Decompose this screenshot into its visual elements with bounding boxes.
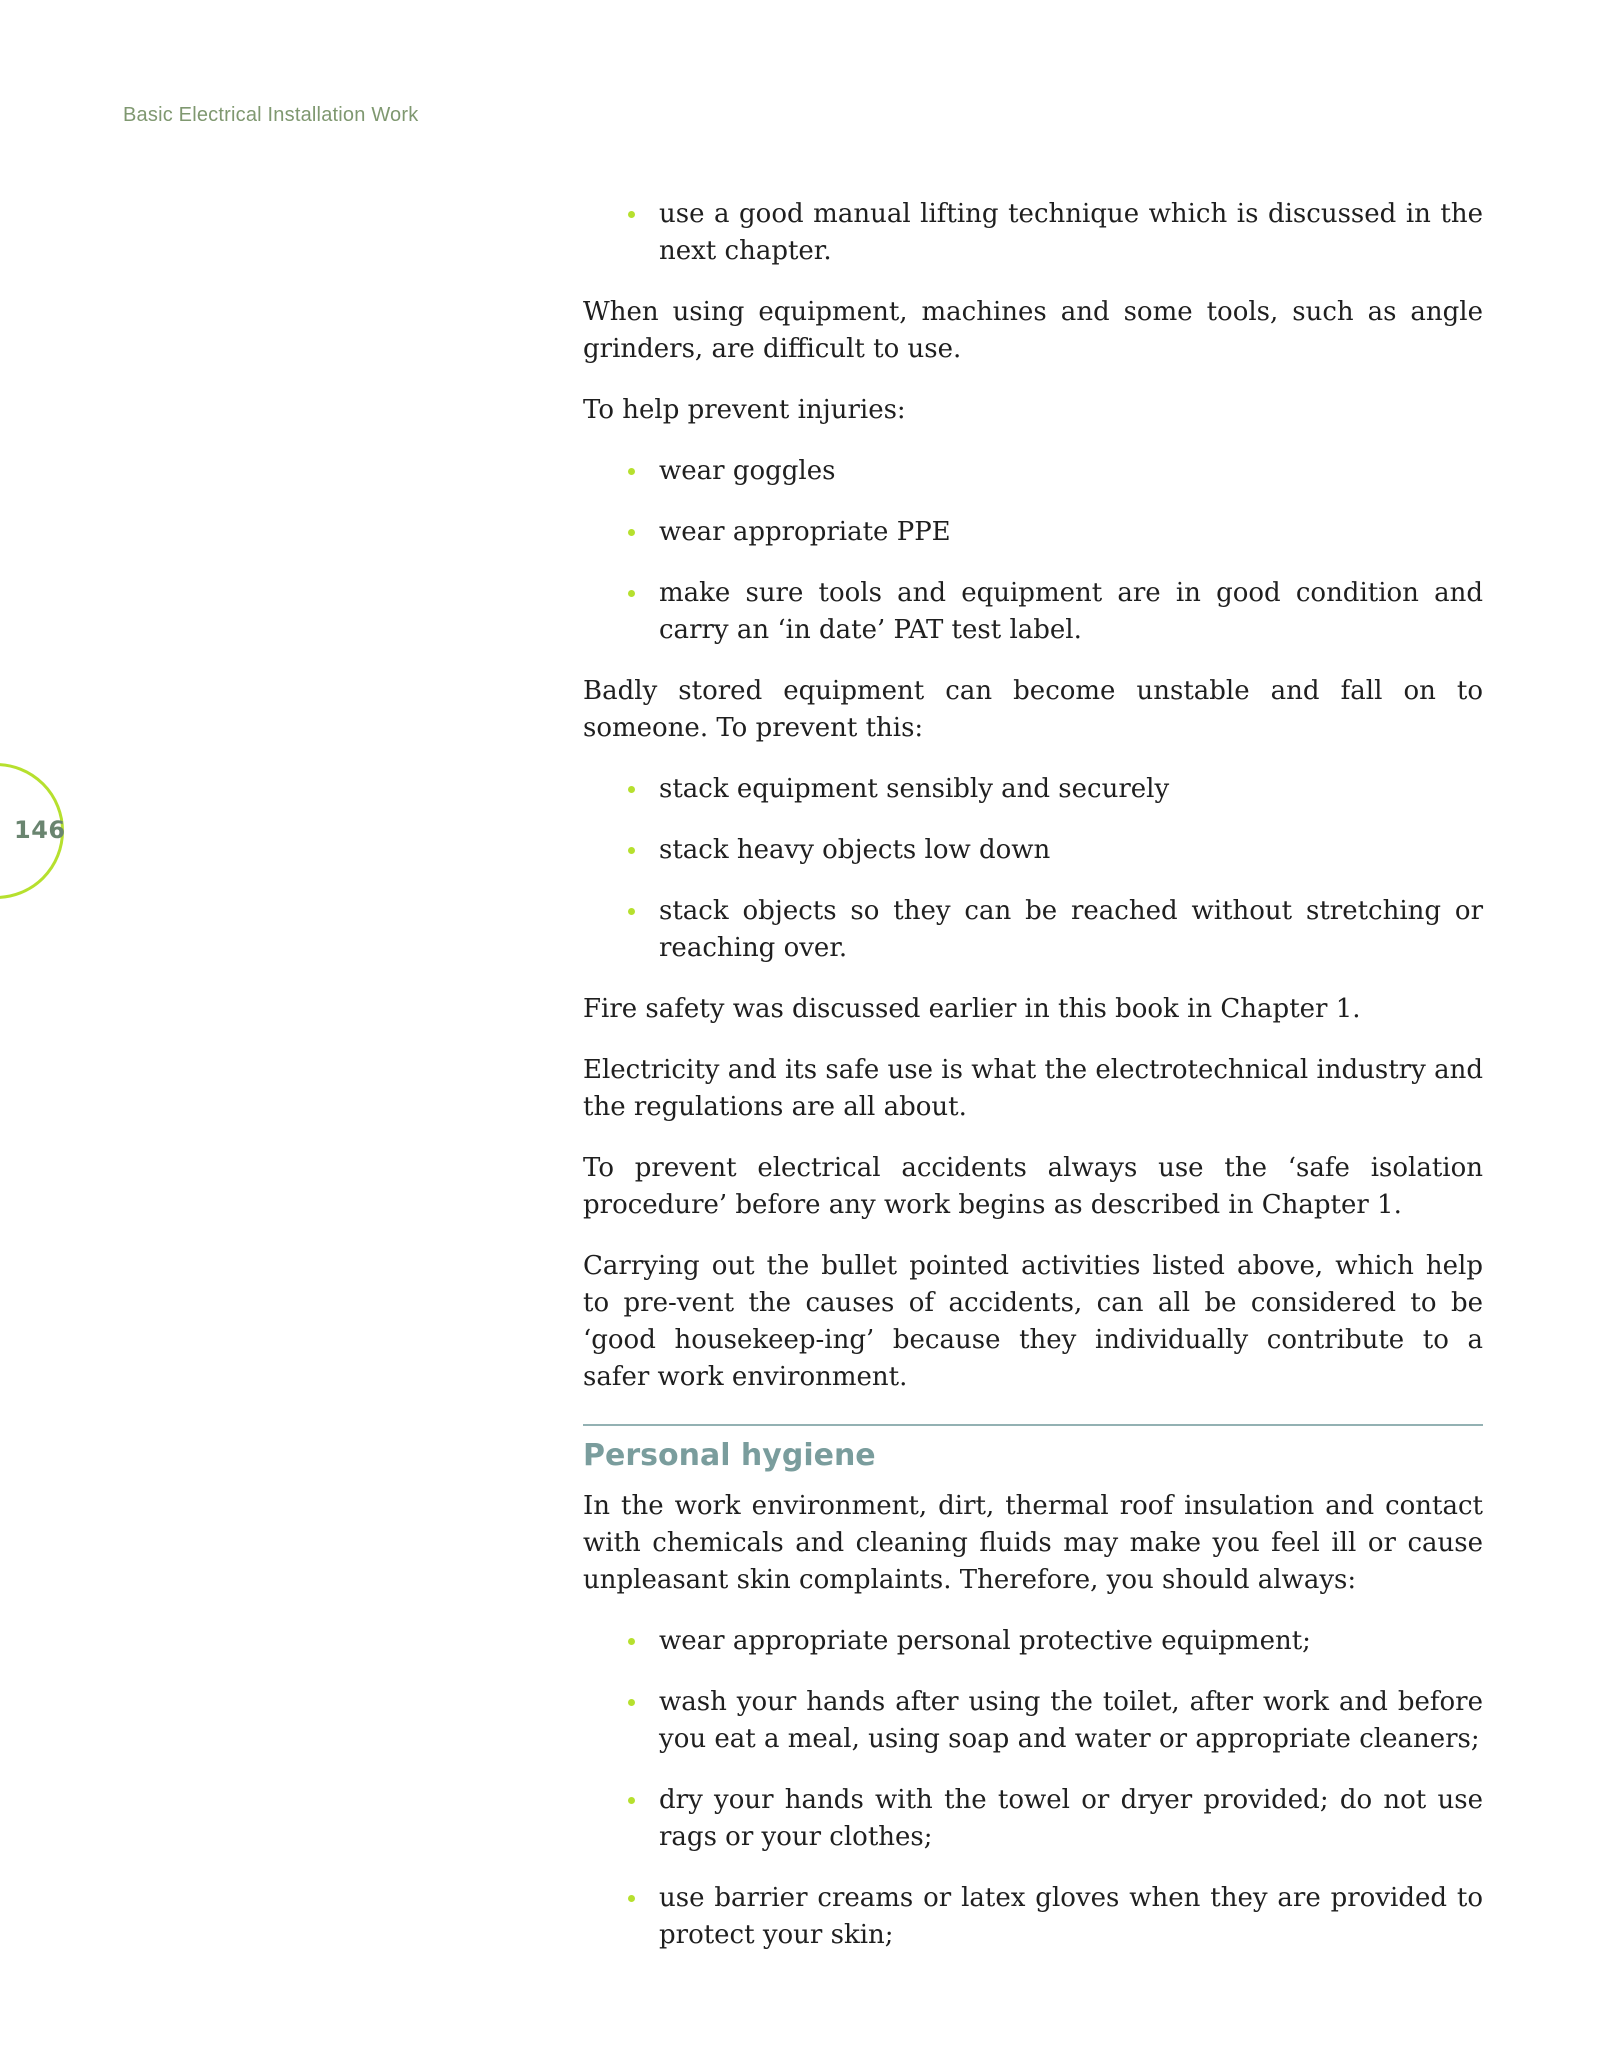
bullet-icon: [628, 468, 635, 475]
bullet-list-lifting: [583, 196, 1483, 270]
list-item: wear appropriate PPE: [583, 514, 1483, 551]
bullet-icon: [628, 1895, 635, 1902]
list-item: make sure tools and equipment are in good condition and carry an ‘in date’ PAT test label.: [583, 575, 1483, 649]
running-head: Basic Electrical Installation Work: [123, 104, 419, 126]
bullet-list-injuries: [583, 453, 1483, 649]
paragraph: To prevent electrical accidents always use the ‘safe isolation procedure’ before any work begins as described in Chapter 1.: [583, 1153, 1483, 1220]
list-item: wash your hands after using the toilet, after work and before you eat a meal, using soap and water or appropriate cleaners;: [583, 1684, 1483, 1758]
bullet-icon: [628, 908, 635, 915]
list-item: stack heavy objects low down: [583, 832, 1483, 869]
bullet-list-storage: [583, 771, 1483, 967]
bullet-icon: [628, 847, 635, 854]
list-item: use a good manual lifting technique which is discussed in the next chapter.: [583, 196, 1483, 270]
list-item: stack objects so they can be reached without stretching or reaching over.: [583, 893, 1483, 967]
paragraph: Fire safety was discussed earlier in this book in Chapter 1.: [583, 994, 1361, 1024]
paragraph: In the work environment, dirt, thermal roof insulation and contact with chemicals and cleaning fluids may make you feel ill or cause unpleasant skin complaints. Therefore, you should always:: [583, 1491, 1483, 1595]
paragraph: When using equipment, machines and some tools, such as angle grinders, are difficult to use.: [583, 297, 1483, 364]
list-item: wear goggles: [583, 453, 1483, 490]
body-text: [583, 196, 1483, 1978]
section-divider: [583, 1424, 1483, 1426]
paragraph: Carrying out the bullet pointed activities listed above, which help to pre-vent the causes of accidents, can all be considered to be ‘good housekeep-ing’ because they individually contribute to a safer work environment.: [583, 1251, 1483, 1392]
list-item: dry your hands with the towel or dryer provided; do not use rags or your clothes;: [583, 1782, 1483, 1856]
list-item: use barrier creams or latex gloves when they are provided to protect your skin;: [583, 1880, 1483, 1954]
page-number: 146: [14, 816, 66, 844]
bullet-icon: [628, 211, 635, 218]
bullet-icon: [628, 786, 635, 793]
paragraph: Badly stored equipment can become unstable and fall on to someone. To prevent this:: [583, 676, 1483, 743]
bullet-icon: [628, 1638, 635, 1645]
bullet-list-hygiene: [583, 1623, 1483, 1954]
bullet-icon: [628, 529, 635, 536]
list-item: wear appropriate personal protective equipment;: [583, 1623, 1483, 1660]
list-item: stack equipment sensibly and securely: [583, 771, 1483, 808]
section-heading: Personal hygiene: [583, 1438, 876, 1473]
bullet-icon: [628, 1797, 635, 1804]
paragraph: To help prevent injuries:: [583, 395, 906, 425]
paragraph: Electricity and its safe use is what the electrotechnical industry and the regulations are all about.: [583, 1055, 1483, 1122]
bullet-icon: [628, 590, 635, 597]
bullet-icon: [628, 1699, 635, 1706]
